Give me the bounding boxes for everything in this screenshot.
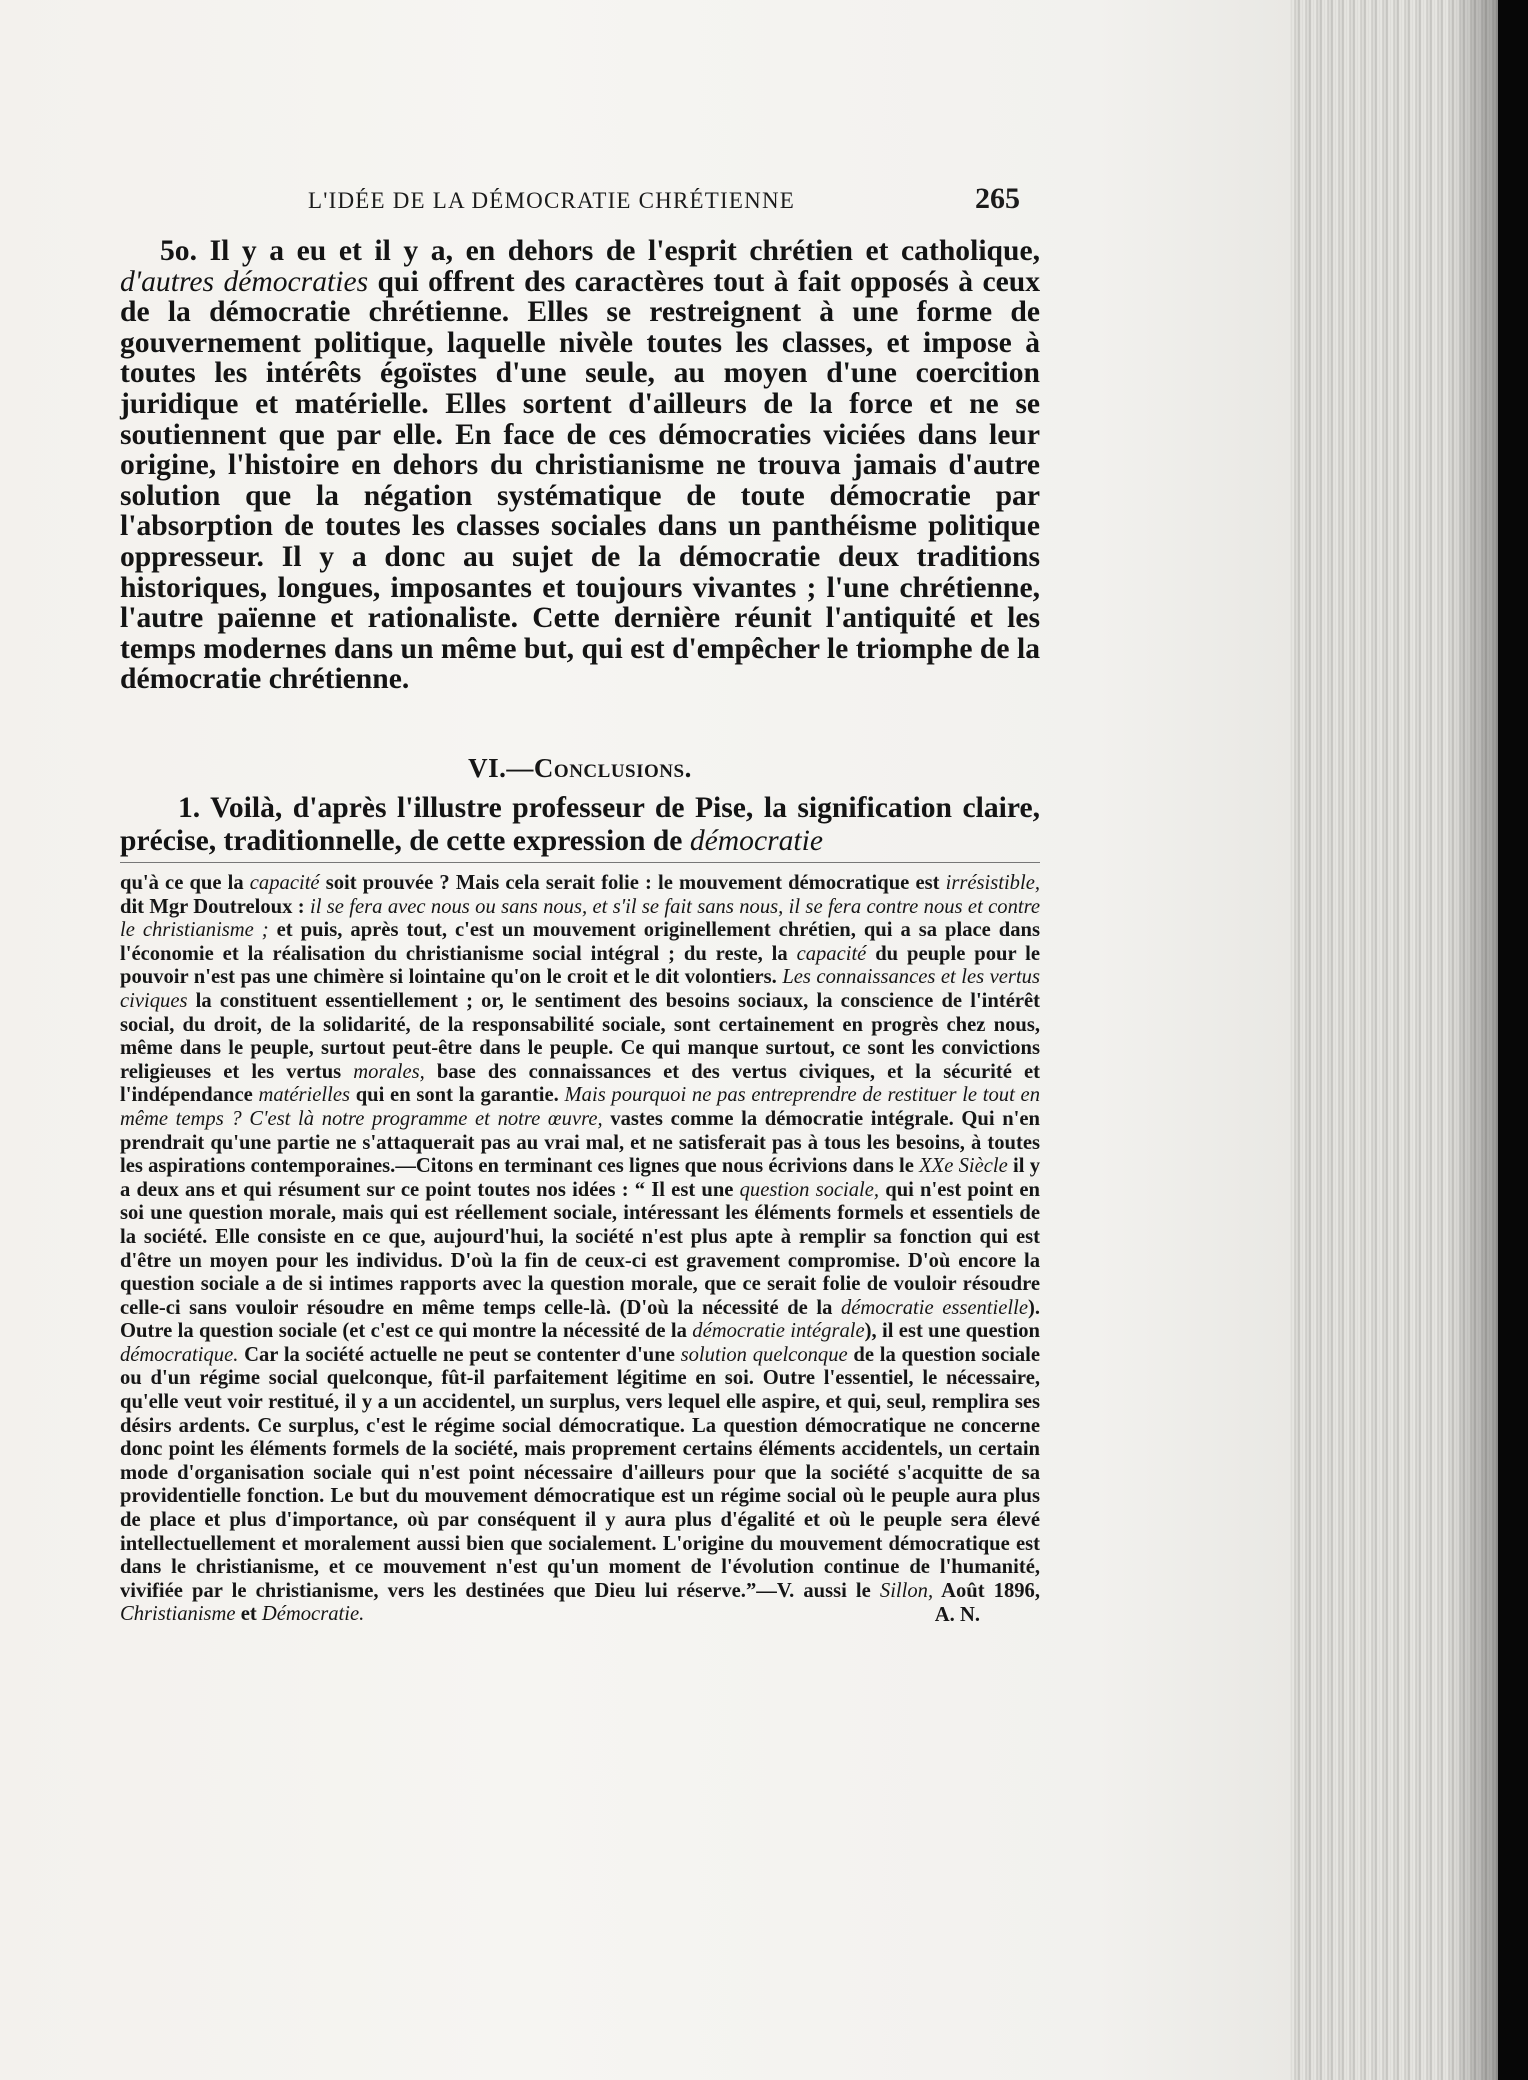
section-5-paragraph: 5o. Il y a eu et il y a, en dehors de l'esprit chrétien et catholique, d'autres démocraties qui offrent des caractères tout à fait opposés à ceux de la démocratie chrétienne. Elles se restreignent à une forme de gouvernement politique, laquelle nivèle toutes les classes, et impose à toutes les intérêts égoïstes d'une seule, au moyen d'une coercition juridique et matérielle. Elles sortent d'ailleurs de la force et ne se soutiennent que par elle. En face de ces démocraties viciées dans leur origine, l'histoire en dehors du christianisme ne trouva jamais d'autre solution que la négation systématique de toute démocratie par l'absorption de toutes les classes sociales dans un panthéisme politique oppresseur. Il y a donc au sujet de la démocratie deux traditions historiques, longues, imposantes et toujours vivantes ; l'une chrétienne, l'autre païenne et rationaliste. Cette dernière réunit l'antiquité et les temps modernes dans un même but, qui est d'empêcher le triomphe de la démocratie chrétienne. — [120, 235, 1040, 696]
page-number: 265 — [975, 182, 1020, 215]
page-edges — [1290, 0, 1528, 2080]
scan-margin — [1498, 0, 1528, 2080]
footnote: qu'à ce que la capacité soit prouvée ? Mais cela serait folie : le mouvement démocratique est irrésistible, dit Mgr Doutreloux : il se fera avec nous ou sans nous, et s'il se fait sans nous, il se fera contre nous et contre le christianisme ; et puis, après tout, c'est un mouvement originellement chrétien, qui a sa place dans l'économie et la réalisation du christianisme social intégral ; du reste, la capacité du peuple pour le pouvoir n'est pas une chimère si lointaine qu'on le croit et le dit volontiers. Les connaissances et les vertus civiques la constituent essentiellement ; or, le sentiment des besoins sociaux, la conscience de l'intérêt social, du droit, de la solidarité, de la responsabilité sociale, sont certainement en progrès chez nous, même dans le peuple, surtout peut-être dans le peuple. Ce qui manque surtout, ce sont les convictions religieuses et les vertus morales, base des connaissances et des vertus civiques, et la sécurité et l'indépendance matérielles qui en sont la garantie. Mais pourquoi ne pas entreprendre de restituer le tout en même temps ? C'est là notre programme et notre œuvre, vastes comme la démocratie intégrale. Qui n'en prendrait qu'une partie ne s'attaquerait pas au vrai mal, et ne satisferait pas à tous les besoins, à toutes les aspirations contemporaines.—Citons en terminant ces lignes que nous écrivions dans le XXe Siècle il y a deux ans et qui résument sur ce point toutes nos idées : “ Il est une question sociale, qui n'est point en soi une question morale, mais qui est réellement sociale, intéressant les éléments formels et essentiels de la société. Elle consiste en ce que, aujourd'hui, la société n'est plus apte à remplir sa fonction qui est d'être un moyen pour les individus. D'où la fin de ceux-ci est gravement compromise. D'où encore la question sociale a de si intimes rapports avec la question morale, que ce serait folie de vouloir résoudre celle-ci sans vouloir résoudre en même temps celle-là. (D'où la nécessité de la démocratie essentielle). Outre la question sociale (et c'est ce qui montre la nécessité de la démocratie intégrale), il est une question démocratique. Car la société actuelle ne peut se contenter d'une solution quelconque de la question sociale ou d'un régime social quelconque, fût-il parfaitement légitime en soi. Outre l'essentiel, le nécessaire, qu'elle veut voir restitué, il y a un accidentel, un surplus, vers lequel elle aspire, et qui, seul, remplira ses désirs ardents. Ce surplus, c'est le régime social démocratique. La question démocratique ne concerne donc point les éléments formels de la société, mais proprement certains éléments accidentels, un certain mode d'organisation sociale qui n'est point nécessaire d'ailleurs pour que la société s'acquitte de sa providentielle fonction. Le but du mouvement démocratique est un régime social où le peuple aura plus de place et plus d'importance, où par conséquent il y aura plus d'égalité et où le peuple sera élevé intellectuellement et moralement aussi bien que socialement. L'origine du mouvement démocratique est dans le christianisme, et ce mouvement n'est qu'un moment de l'évolution continue de l'humanité, vivifiée par le christianisme, vers les destinées que Dieu lui réserve.”—V. aussi le Sillon, Août 1896, Christianisme et Démocratie. A. N. — [120, 872, 1040, 1626]
conclusions-paragraph-1: 1. Voilà, d'après l'illustre professeur de Pise, la signification claire, précise, traditionnelle, de cette expression de démocratie — [120, 792, 1040, 857]
running-head-title: L'IDÉE DE LA DÉMOCRATIE CHRÉTIENNE — [308, 188, 795, 213]
section-heading-conclusions — [120, 753, 1040, 784]
section-title: Conclusions. — [533, 753, 692, 783]
emphasis-democratie: démocratie — [689, 825, 823, 857]
section-number: VI.— — [468, 753, 534, 783]
footnote-signature: A. N. — [934, 1604, 980, 1626]
emphasis-autres-democraties: d'autres démocraties — [120, 265, 369, 298]
footnote-rule — [120, 862, 1040, 863]
